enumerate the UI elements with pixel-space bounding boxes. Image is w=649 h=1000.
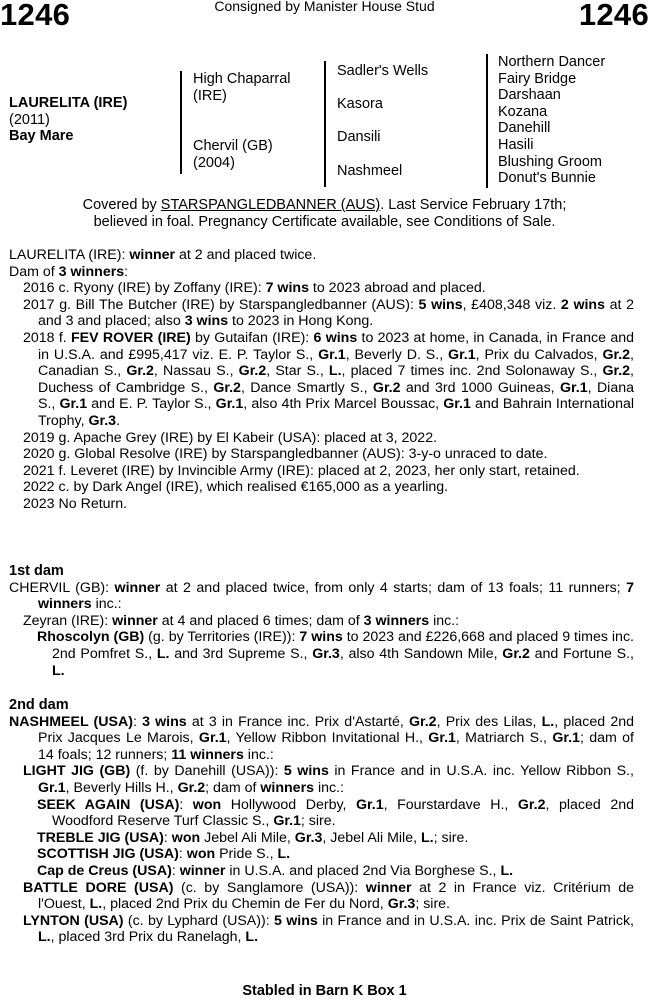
produce-entry: 2019 g. Apache Grey (IRE) by El Kabeir (USA): placed at 3, 2022. — [23, 429, 438, 446]
first-dam-section — [9, 563, 634, 679]
pedigree-sire-dam: Kasora — [337, 96, 383, 112]
consignor: Consigned by Manister House Stud — [214, 0, 435, 14]
produce-entry: 2022 c. by Dark Angel (IRE), which realised €165,000 as a yearling. — [23, 479, 449, 496]
covering-note — [0, 197, 649, 231]
mare-summary: LAURELITA (IRE): winner at 2 and placed twice. — [9, 247, 317, 263]
stabling-note: Stabled in Barn K Box 1 — [242, 983, 407, 999]
pedigree-divider-1 — [180, 71, 182, 174]
produce-entry: 2016 c. Ryony (IRE) by Zoffany (IRE): 7 wins to 2023 abroad and placed. — [23, 280, 486, 297]
pedigree-sire: High Chaparral (IRE) — [193, 71, 291, 104]
lot-number-right: 1246 — [578, 0, 649, 32]
pedigree-divider-3 — [486, 54, 488, 188]
pedigree-dam: Chervil (GB) (2004) — [193, 138, 273, 171]
covering-line-1: Covered by STARSPANGLEDBANNER (AUS). Last Service February 17th; — [82, 197, 567, 213]
second-dam-entry: NASHMEEL (USA): 3 wins at 3 in France inc. Prix d'Astarté, Gr.2, Prix des Lilas, L., placed 2nd Prix Jacques Le Marois, Gr.1, Yellow Ribbon Invitational H., Gr.1, Matriarch S., Gr.1; dam of 14 foals; 12 runners; 11 winners inc.: — [9, 713, 635, 763]
produce-entry: 2023 No Return. — [23, 495, 128, 512]
covering-line-2: believed in foal. Pregnancy Certificate available, see Conditions of Sale. — [93, 214, 556, 230]
horse-name: LAURELITA (IRE) — [9, 95, 128, 111]
covering-stallion: STARSPANGLEDBANNER (AUS) — [160, 197, 381, 213]
pedigree-dam-dam: Nashmeel — [337, 163, 403, 179]
horse-identity — [9, 95, 127, 145]
first-dam-heading: 1st dam — [9, 563, 64, 579]
first-dam-produce: Zeyran (IRE): winner at 4 and placed 6 times; dam of 3 winners inc.: — [23, 612, 460, 629]
horse-sex: Bay Mare — [9, 128, 74, 144]
produce-entry: 2021 f. Leveret (IRE) by Invincible Army (IRE): placed at 2, 2023, her only start, retained. — [23, 462, 580, 479]
first-dam-entry: CHERVIL (GB): winner at 2 and placed twice, from only 4 starts; dam of 13 foals; 11 runners; 7 winners inc.: — [9, 579, 634, 613]
second-dam-grandproduce: Cap de Creus (USA): winner in U.S.A. and placed 2nd Via Borghese S., L. — [37, 862, 514, 879]
lot-number-left: 1246 — [0, 0, 71, 32]
produce-entry: 2017 g. Bill The Butcher (IRE) by Starspangledbanner (AUS): 5 wins, £408,348 viz. 2 wins at 2 and 3 and placed; also 3 wins to 2023 in Hong Kong. — [23, 296, 634, 330]
second-dam-produce: LYNTON (USA) (c. by Lyphard (USA)): 5 wins in France and in U.S.A. inc. Prix de Saint Patrick, L., placed 3rd Prix du Ranelagh, L. — [23, 912, 635, 946]
second-dam-grandproduce: TREBLE JIG (USA): won Jebel Ali Mile, Gr.3, Jebel Ali Mile, L.; sire. — [37, 829, 469, 846]
second-dam-produce: BATTLE DORE (USA) (c. by Sanglamore (USA)): winner at 2 in France viz. Critérium de l'Ouest, L., placed 2nd Prix du Chemin de Fer du Nord, Gr.3; sire. — [23, 879, 634, 913]
produce-entry: 2020 g. Global Resolve (IRE) by Starspangledbanner (AUS): 3-y-o unraced to date. — [23, 446, 548, 463]
second-dam-heading: 2nd dam — [9, 697, 69, 713]
first-dam-grandproduce: Rhoscolyn (GB) (g. by Territories (IRE)): 7 wins to 2023 and £226,668 and placed 9 times inc. 2nd Pomfret S., L. and 3rd Supreme S., Gr.3, also 4th Sandown Mile, Gr.2 and Fortune S., L. — [37, 629, 634, 679]
second-dam-section — [9, 697, 634, 946]
second-dam-grandproduce: SEEK AGAIN (USA): won Hollywood Derby, Gr.1, Fourstardave H., Gr.2, placed 2nd Woodford Reserve Turf Classic S., Gr.1; sire. — [37, 796, 635, 830]
dam-of-summary: Dam of 3 winners: — [9, 263, 129, 280]
second-dam-grandproduce: SCOTTISH JIG (USA): won Pride S., L. — [37, 846, 291, 863]
horse-year: (2011) — [9, 111, 50, 128]
produce-entry: 2018 f. FEV ROVER (IRE) by Gutaifan (IRE): 6 wins to 2023 at home, in Canada, in France and in U.S.A. and £995,417 viz. E. P. Taylor S., Gr.1, Beverly D. S., Gr.1, Prix du Calvados, Gr.2, Canadian S., Gr.2, Nassau S., Gr.2, Star S., L., placed 7 times inc. 2nd Solonaway S., Gr.2, Duchess of Cambridge S., Gr.2, Dance Smartly S., Gr.2 and 3rd 1000 Guineas, Gr.1, Diana S., Gr.1 and E. P. Taylor S., Gr.1, also 4th Prix Marcel Boussac, Gr.1 and Bahrain International Trophy, Gr.3. — [23, 329, 635, 429]
produce-record — [9, 247, 634, 513]
pedigree-gen4: Northern Dancer Fairy Bridge Darshaan Kozana Danehill Hasili Blushing Groom Donut's Bunnie — [498, 54, 606, 187]
pedigree-divider-2 — [324, 61, 326, 187]
pedigree-sire-sire: Sadler's Wells — [337, 63, 429, 79]
second-dam-produce: LIGHT JIG (GB) (f. by Danehill (USA)): 5 wins in France and in U.S.A. inc. Yellow Ribbon S., Gr.1, Beverly Hills H., Gr.2; dam of winners inc.: — [23, 763, 634, 796]
pedigree-dam-sire: Dansili — [337, 129, 381, 145]
